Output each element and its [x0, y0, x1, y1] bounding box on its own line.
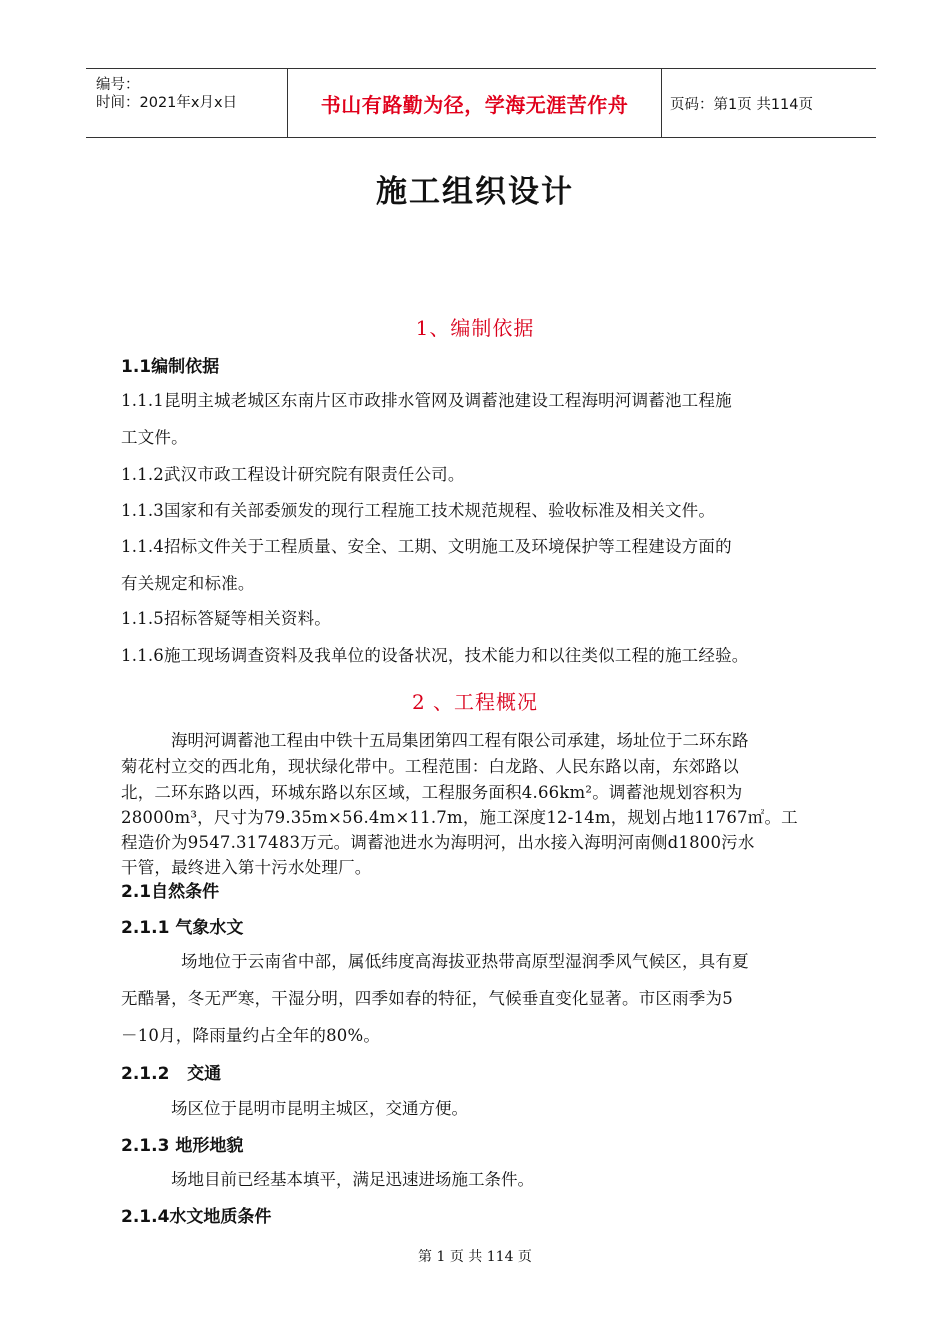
- section-1-heading: 1、编制依据: [415, 316, 535, 340]
- header-page-label: 页码：第1页 共114页: [670, 96, 814, 113]
- header-table: [86, 68, 876, 138]
- climate-line: －10月，降雨量约占全年的80%。: [121, 1026, 381, 1045]
- subsection-1-1: 1.1编制依据: [121, 357, 220, 377]
- overview-line: 海明河调蓄池工程由中铁十五局集团第四工程有限公司承建，场址位于二环东路: [171, 731, 749, 750]
- paragraph-line: 1.1.4招标文件关于工程质量、安全、工期、文明施工及环境保护等工程建设方面的: [121, 537, 732, 556]
- paragraph-line: 工文件。: [121, 428, 188, 447]
- climate-line: 场地位于云南省中部，属低纬度高海拔亚热带高原型湿润季风气候区，具有夏: [181, 952, 749, 971]
- header-motto: 书山有路勤为径，学海无涯苦作舟: [288, 69, 662, 137]
- paragraph-line: 1.1.3国家和有关部委颁发的现行工程施工技术规范规程、验收标准及相关文件。: [121, 501, 716, 520]
- traffic-text: 场区位于昆明市昆明主城区，交通方便。: [171, 1099, 468, 1118]
- paragraph-line: 1.1.5招标答疑等相关资料。: [121, 609, 331, 628]
- paragraph-line: 有关规定和标准。: [121, 574, 255, 593]
- document-title: 施工组织设计: [376, 174, 574, 210]
- subsection-2-1-2: 2.1.2 交通: [121, 1064, 222, 1084]
- subsection-2-1-3: 2.1.3 地形地貌: [121, 1136, 244, 1156]
- overview-line: 干管，最终进入第十污水处理厂。: [121, 858, 372, 877]
- paragraph-line: 1.1.6施工现场调查资料及我单位的设备状况，技术能力和以往类似工程的施工经验。: [121, 646, 749, 665]
- time-label: 时间：2021年x月x日: [96, 95, 238, 111]
- page-footer: 第 1 页 共 114 页: [418, 1249, 532, 1265]
- overview-line: 程造价为9547.317483万元。调蓄池进水为海明河，出水接入海明河南侧d1800污水: [121, 833, 755, 852]
- climate-line: 无酷暑，冬无严寒，干湿分明，四季如春的特征，气候垂直变化显著。市区雨季为5: [121, 989, 733, 1008]
- section-2-heading: 2 、工程概况: [411, 690, 539, 714]
- subsection-2-1: 2.1自然条件: [121, 882, 220, 902]
- number-label: 编号：: [96, 77, 140, 93]
- paragraph-line: 1.1.2武汉市政工程设计研究院有限责任公司。: [121, 465, 465, 484]
- overview-line: 28000m³，尺寸为79.35m×56.4m×11.7m，施工深度12-14m，规划占地11767㎡。工: [121, 808, 798, 827]
- terrain-text: 场地目前已经基本填平，满足迅速进场施工条件。: [171, 1170, 534, 1189]
- overview-line: 菊花村立交的西北角，现状绿化带中。工程范围：白龙路、人民东路以南，东郊路以: [121, 757, 739, 776]
- subsection-2-1-4: 2.1.4水文地质条件: [121, 1207, 272, 1227]
- paragraph-line: 1.1.1昆明主城老城区东南片区市政排水管网及调蓄池建设工程海明河调蓄池工程施: [121, 391, 732, 410]
- overview-line: 北，二环东路以西，环城东路以东区域，工程服务面积4.66km²。调蓄池规划容积为: [121, 783, 743, 802]
- header-info-cell: [86, 69, 288, 137]
- subsection-2-1-1: 2.1.1 气象水文: [121, 918, 244, 938]
